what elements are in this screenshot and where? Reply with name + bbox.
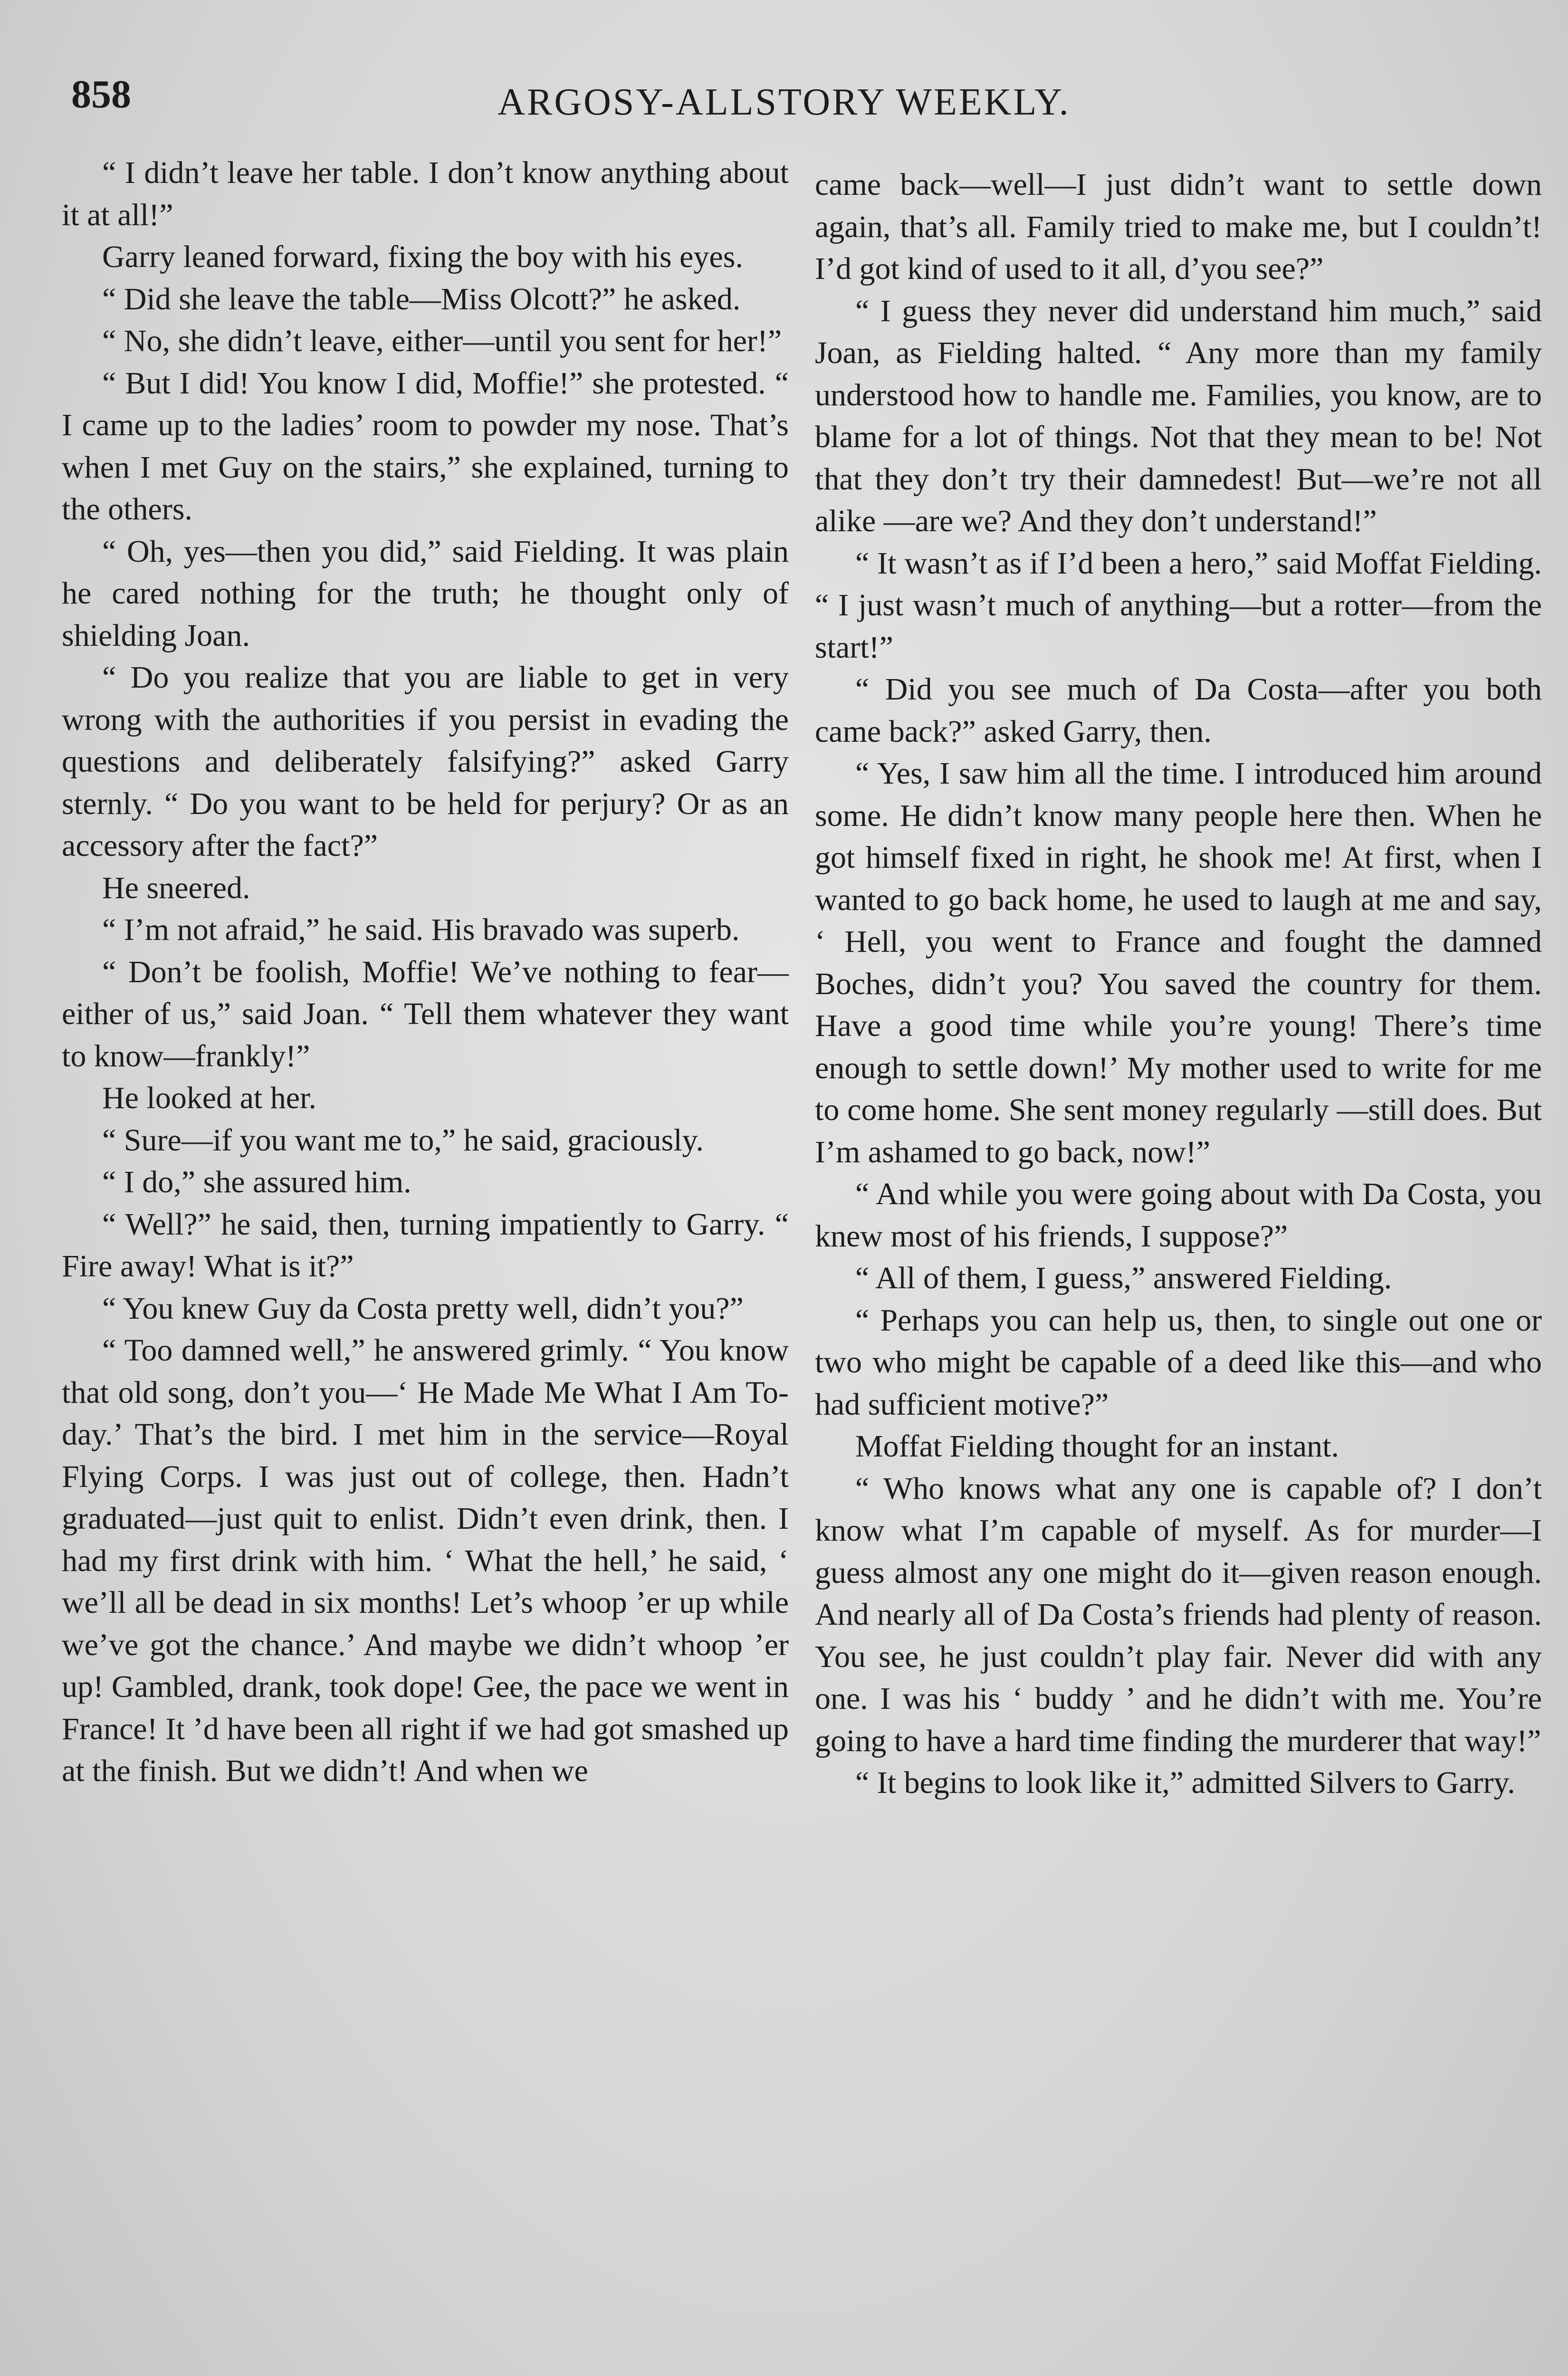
paragraph: “ No, she didn’t leave, either—until you sent for her!” [102,324,782,358]
paragraph: Moffat Fielding thought for an instant. [855,1429,1339,1464]
paragraph-continued: came back—well—I just didn’t want to settle down again, that’s all. Family tried to make me, but I couldn’t! I’d got kind of used to it all, d’you see?” [815,167,1542,286]
paragraph: “ I’m not afraid,” he said. His bravado was superb. [102,912,740,947]
running-head: ARGOSY-ALLSTORY WEEKLY. [497,81,1071,123]
paragraph: “ Too damned well,” he answered grimly. “ You know that old song, don’t you—‘ He Made Me What I Am To-day.’ That’s the bird. I met him in the service—Royal Flying Corps. I was just out of college, then. Hadn’t graduated—just quit to enlist. Didn’t even drink, then. I had my first drink with him. ‘ What the hell,’ he said, ‘ we’ll all be dead in six months! Let’s whoop ’er up while we’ve got the chance.’ And maybe we didn’t whoop ’er up! Gambled, drank, took dope! Gee, the pace we went in France! It ’d have been all right if we had got smashed up at the finish. But we didn’t! And when we [62,1333,789,1788]
paragraph: “ Well?” he said, then, turning impatiently to Garry. “ Fire away! What is it?” [62,1207,789,1284]
paragraph: “ Who knows what any one is capable of? I don’t know what I’m capable of myself. As for murder—I guess almost any one might do it—given reason enough. And nearly all of Da Costa’s friends had plenty of reason. You see, he just couldn’t play fair. Never did with any one. I was his ‘ buddy ’ and he didn’t with me. You’re going to have a hard time finding the murderer that way!” [815,1471,1542,1758]
paragraph: He sneered. [102,870,250,905]
right-column [815,164,1542,1804]
paragraph: “ And while you were going about with Da Costa, you knew most of his friends, I suppose?” [815,1177,1542,1254]
paragraph: He looked at her. [102,1081,316,1115]
paragraph: “ Don’t be foolish, Moffie! We’ve nothing to fear—either of us,” said Joan. “ Tell them whatever they want to know—frankly!” [62,954,789,1073]
paragraph: “ All of them, I guess,” answered Fielding. [855,1261,1392,1295]
paragraph: “ You knew Guy da Costa pretty well, didn’t you?” [102,1291,744,1326]
paragraph: Garry leaned forward, fixing the boy with his eyes. [102,240,743,274]
paragraph: “ I guess they never did understand him much,” said Joan, as Fielding halted. “ Any more than my family understood how to handle me. Families, you know, are to blame for a lot of things. Not that they mean to be! Not that they don’t try their damnedest! But—we’re not all alike —are we? And they don’t understand!” [815,293,1542,538]
paragraph: “ It begins to look like it,” admitted Silvers to Garry. [855,1765,1515,1800]
page-number: 858 [71,72,131,116]
paragraph: “ Perhaps you can help us, then, to single out one or two who might be capable of a deed like this—and who had sufficient motive?” [815,1303,1542,1422]
paragraph: “ I didn’t leave her table. I don’t know anything about it at all!” [62,155,789,232]
paragraph: “ Oh, yes—then you did,” said Fielding. It was plain he cared nothing for the truth; he thought only of shielding Joan. [62,534,789,653]
paragraph: “ Do you realize that you are liable to get in very wrong with the authorities if you persist in evading the questions and deliberately falsifying?” asked Garry sternly. “ Do you want to be held for perjury? Or as an accessory after the fact?” [62,660,789,863]
paragraph: “ Yes, I saw him all the time. I introduced him around some. He didn’t know many people here then. When he got himself fixed in right, he shook me! At first, when I wanted to go back home, he used to laugh at me and say, ‘ Hell, you went to France and fought the damned Boches, didn’t you? You saved the country for them. Have a good time while you’re young! There’s time enough to settle down!’ My mother used to write for me to come home. She sent money regularly —still does. But I’m ashamed to go back, now!” [815,756,1542,1169]
paragraph: “ But I did! You know I did, Moffie!” she protested. “ I came up to the ladies’ room to powder my nose. That’s when I met Guy on the stairs,” she explained, turning to the others. [62,365,789,527]
paragraph: “ Did you see much of Da Costa—after you both came back?” asked Garry, then. [815,672,1542,749]
paragraph: “ It wasn’t as if I’d been a hero,” said Moffat Fielding. “ I just wasn’t much of anything—but a rotter—from the start!” [815,546,1542,665]
paragraph: “ Sure—if you want me to,” he said, graciously. [102,1122,704,1158]
paragraph: “ Did she leave the table—Miss Olcott?” he asked. [102,281,741,316]
paragraph: “ I do,” she assured him. [102,1165,411,1199]
page-header [67,71,1501,133]
left-column [62,152,789,1792]
